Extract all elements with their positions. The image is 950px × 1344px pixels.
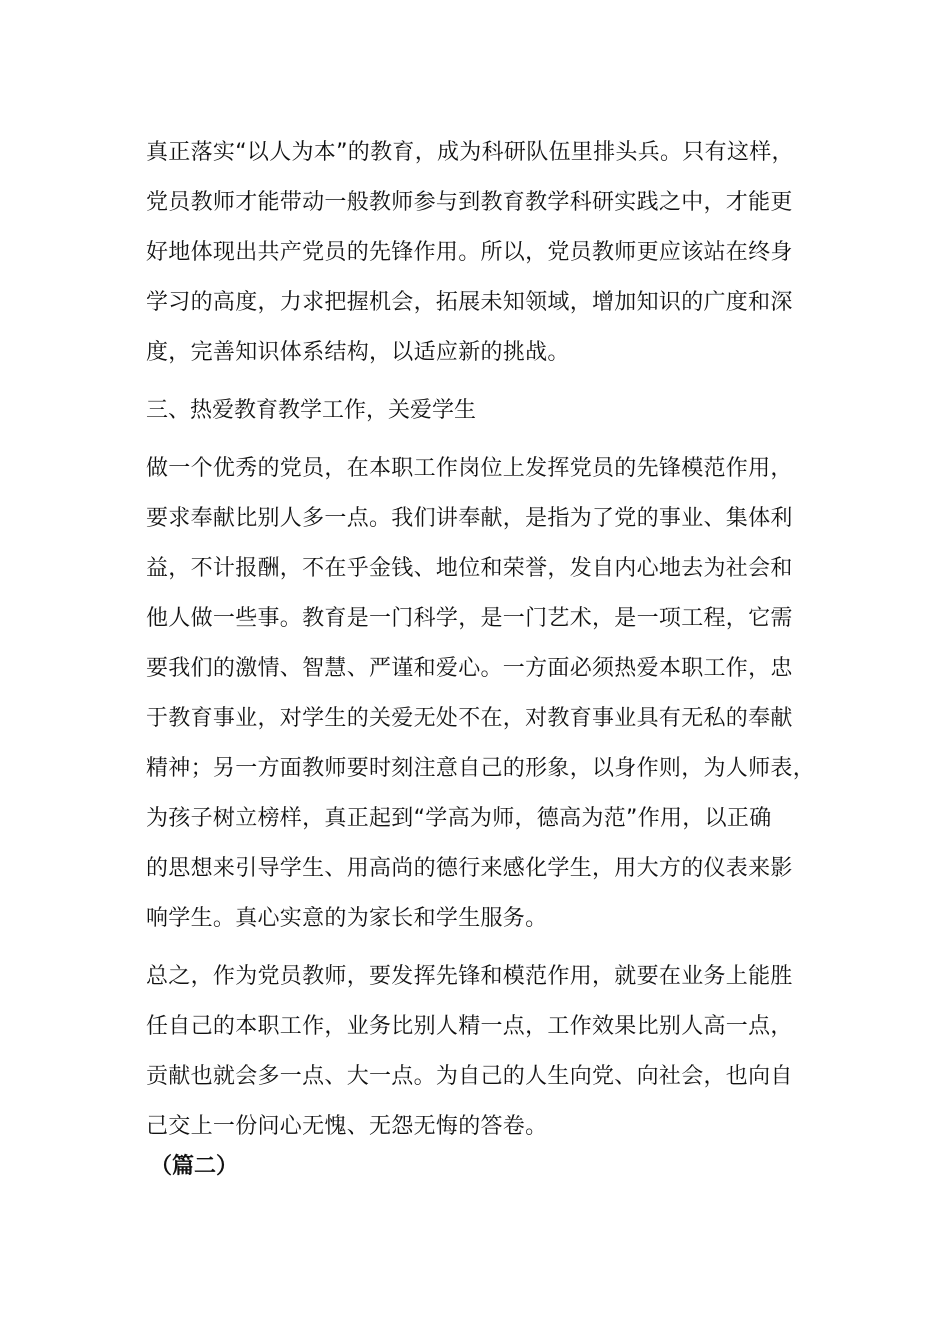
text-line: 精神；另一方面教师要时刻注意自己的形象，以身作则，为人师表， bbox=[146, 756, 816, 781]
text-line: 于教育事业，对学生的关爱无处不在，对教育事业具有无私的奉献 bbox=[146, 706, 793, 731]
text-line: 任自己的本职工作，业务比别人精一点，工作效果比别人高一点， bbox=[146, 1014, 793, 1039]
paragraph-2 bbox=[146, 444, 816, 944]
text-line: 真正落实“以人为本”的教育，成为科研队伍里排头兵。只有这样， bbox=[146, 140, 794, 165]
text-line: 好地体现出共产党员的先锋作用。所以，党员教师更应该站在终身 bbox=[146, 240, 793, 265]
text-line: 党员教师才能带动一般教师参与到教育教学科研实践之中，才能更 bbox=[146, 190, 793, 215]
section-title: （篇二） bbox=[150, 1154, 239, 1179]
text-line: 学习的高度，力求把握机会，拓展未知领域，增加知识的广度和深 bbox=[146, 290, 793, 315]
text-line: 要求奉献比别人多一点。我们讲奉献，是指为了党的事业、集体利 bbox=[146, 506, 793, 531]
text-line: 他人做一些事。教育是一门科学，是一门艺术，是一项工程，它需 bbox=[146, 606, 793, 631]
text-line: 贡献也就会多一点、大一点。为自己的人生向党、向社会，也向自 bbox=[146, 1064, 793, 1089]
text-line: 做一个优秀的党员，在本职工作岗位上发挥党员的先锋模范作用， bbox=[146, 456, 793, 481]
text-line: 益，不计报酬，不在乎金钱、地位和荣誉，发自内心地去为社会和 bbox=[146, 556, 793, 581]
heading-text: 三、热爱教育教学工作，关爱学生 bbox=[146, 398, 477, 423]
section-heading-3 bbox=[146, 386, 808, 436]
text-line: 的思想来引导学生、用高尚的德行来感化学生，用大方的仪表来影 bbox=[146, 856, 793, 881]
text-line: 为孩子树立榜样，真正起到“学高为师，德高为范”作用，以正确 bbox=[146, 806, 772, 831]
text-line: 要我们的激情、智慧、严谨和爱心。一方面必须热爱本职工作，忠 bbox=[146, 656, 793, 681]
text-line: 总之，作为党员教师，要发挥先锋和模范作用，就要在业务上能胜 bbox=[146, 964, 793, 989]
text-line: 度，完善知识体系结构，以适应新的挑战。 bbox=[146, 340, 570, 365]
paragraph-1 bbox=[146, 128, 808, 378]
text-line: 己交上一份问心无愧、无怨无悔的答卷。 bbox=[146, 1114, 548, 1139]
paragraph-3 bbox=[146, 952, 808, 1152]
document-body bbox=[146, 128, 816, 1160]
text-line: 响学生。真心实意的为家长和学生服务。 bbox=[146, 906, 548, 931]
